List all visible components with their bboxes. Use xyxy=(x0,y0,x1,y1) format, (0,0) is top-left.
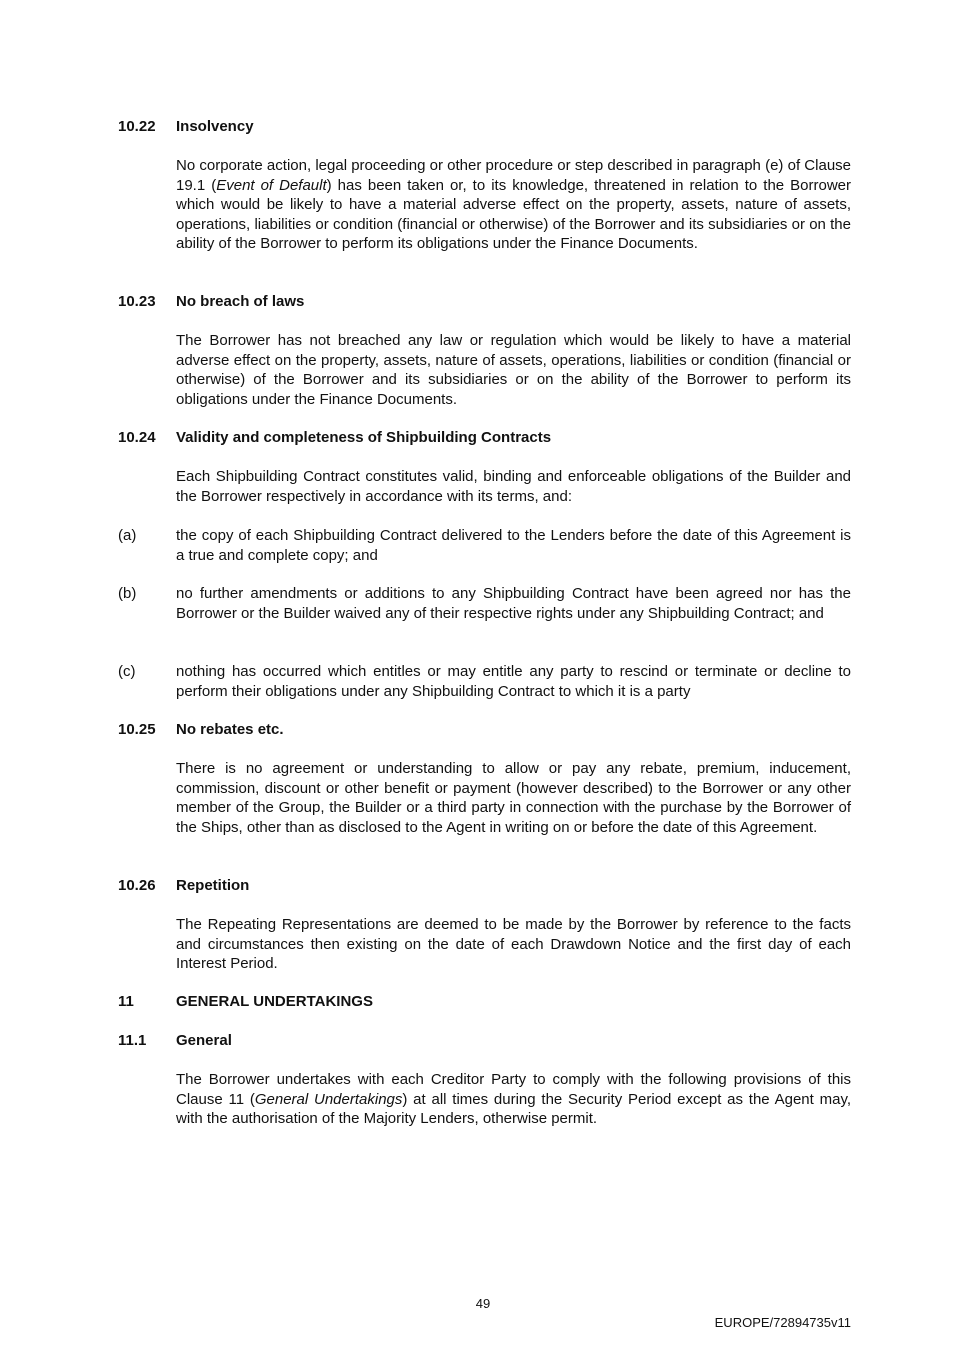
heading-10-25 xyxy=(118,720,851,740)
list-label: (b) xyxy=(118,585,137,602)
section-title: No rebates etc. xyxy=(176,721,284,738)
section-number: 10.24 xyxy=(118,429,156,446)
paragraph-10-22: No corporate action, legal proceeding or other procedure or step described in paragraph (e) of Clause 19.1 (Event of Default) has been taken or, to its knowledge, threatened in relation to the Borrower which would be likely to have a material adverse effect on the property, assets, nature of assets, operations, liabilities or condition (financial or otherwise) of the Borrower and its subsidiaries or on the ability of the Borrower to perform its obligations under the Finance Documents. xyxy=(176,157,852,252)
section-number: 10.25 xyxy=(118,721,156,738)
list-item-b xyxy=(118,584,851,623)
list-label: (c) xyxy=(118,663,136,680)
paragraph-10-25: There is no agreement or understanding to allow or pay any rebate, premium, inducement, commission, discount or other benefit or payment (however described) to the Borrower or any other member of the Group, the Builder or a third party in connection with the purchase by the Borrower of the Ships, other than as disclosed to the Agent in writing on or before the date of this Agreement. xyxy=(176,760,851,836)
heading-10-22 xyxy=(118,117,851,137)
heading-11-1 xyxy=(118,1031,851,1051)
section-title: No breach of laws xyxy=(176,293,305,310)
section-number: 10.22 xyxy=(118,118,156,135)
paragraph-10-26: The Repeating Representations are deemed to be made by the Borrower by reference to the facts and circumstances then existing on the date of each Drawdown Notice and the first day of each Interest Period. xyxy=(176,916,851,972)
paragraph-10-24: Each Shipbuilding Contract constitutes valid, binding and enforceable obligations of the Builder and the Borrower respectively in accordance with its terms, and: xyxy=(176,468,851,505)
list-label: (a) xyxy=(118,527,137,544)
page-number: 49 xyxy=(475,1296,491,1311)
heading-10-23 xyxy=(118,292,851,312)
section-title: General xyxy=(176,1032,232,1049)
paragraph-10-23: The Borrower has not breached any law or regulation which would be likely to have a material adverse effect on the property, assets, nature of assets, operations, liabilities or condition (financial or otherwise) of the Borrower and its subsidiaries or on the ability of the Borrower to perform its obligations under the Finance Documents. xyxy=(176,332,851,408)
list-text: nothing has occurred which entitles or may entitle any party to rescind or terminate or decline to perform their obligations under any Shipbuilding Contract to which it is a party xyxy=(176,663,851,700)
heading-10-24 xyxy=(118,428,851,448)
list-text: no further amendments or additions to any Shipbuilding Contract have been agreed nor has the Borrower or the Builder waived any of their respective rights under any Shipbuilding Contract; and xyxy=(176,585,851,622)
heading-10-26 xyxy=(118,876,851,896)
section-number: 10.26 xyxy=(118,877,156,894)
section-number: 11.1 xyxy=(118,1032,147,1049)
section-title: Insolvency xyxy=(176,118,254,135)
list-text: the copy of each Shipbuilding Contract delivered to the Lenders before the date of this Agreement is a true and complete copy; and xyxy=(176,527,851,564)
heading-11 xyxy=(118,992,851,1012)
section-title: Repetition xyxy=(176,877,250,894)
section-title: Validity and completeness of Shipbuilding Contracts xyxy=(176,429,552,446)
paragraph-11-1: The Borrower undertakes with each Creditor Party to comply with the following provisions of this Clause 11 (General Undertakings) at all times during the Security Period except as the Agent may, with the authorisation of the Majority Lenders, otherwise permit. xyxy=(176,1071,851,1127)
section-title: GENERAL UNDERTAKINGS xyxy=(176,993,373,1010)
list-item-a xyxy=(118,526,851,565)
section-number: 10.23 xyxy=(118,293,156,310)
section-number: 11 xyxy=(118,993,134,1010)
document-reference: EUROPE/72894735v11 xyxy=(714,1315,851,1330)
list-item-c xyxy=(118,662,851,701)
